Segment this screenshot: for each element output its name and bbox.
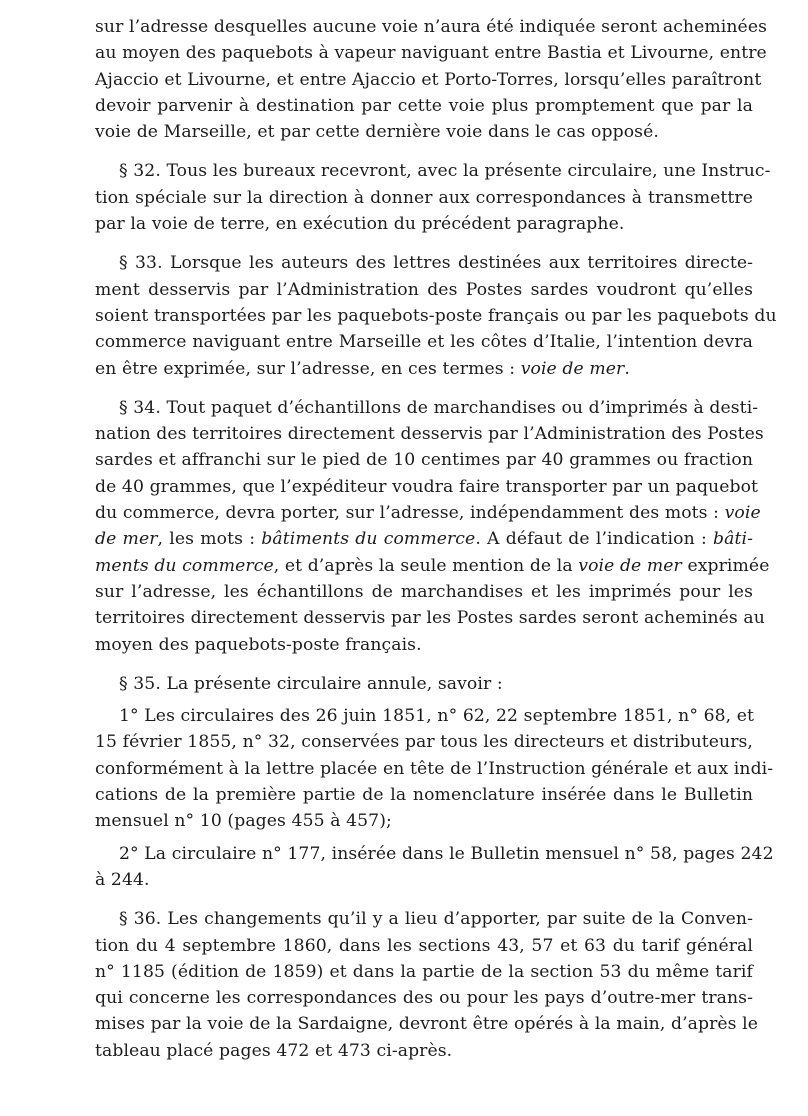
text-line: sur l’adresse, les échantillons de marchandises et les imprimés pour les: [95, 581, 753, 602]
text-line: § 33. Lorsque les auteurs des lettres destinées aux territoires directe-: [119, 253, 753, 274]
text-line: n° 1185 (édition de 1859) et dans la partie de la section 53 du même tarif: [95, 961, 753, 982]
paragraph-item-1: [95, 703, 774, 834]
paragraph-item-2: [95, 841, 774, 894]
text-line: qui concerne les correspondances des ou pour les pays d’outre-mer trans-: [95, 988, 753, 1009]
text-line: soient transportées par les paquebots-poste français ou par les paquebots du: [95, 305, 777, 326]
text-line: sardes et affranchi sur le pied de 10 centimes par 40 grammes ou fraction: [95, 450, 753, 471]
paragraph-section-33: [95, 250, 777, 381]
text-line: ment desservis par l’Administration des Postes sardes voudront qu’elles: [95, 279, 753, 300]
italic-run: bâti-: [713, 529, 753, 550]
text-line: [95, 553, 770, 579]
text-run: .: [624, 358, 630, 379]
text-line: conformément à la lettre placée en tête de l’Instruction générale et aux indi-: [95, 758, 774, 779]
text-run: exprimée: [681, 555, 770, 576]
italic-run: voie: [724, 503, 761, 524]
text-line: à 244.: [95, 869, 150, 890]
text-line: tableau placé pages 472 et 473 ci-après.: [95, 1040, 453, 1061]
text-line: mensuel n° 10 (pages 455 à 457);: [95, 811, 392, 832]
text-run: du commerce, devra porter, sur l’adresse, indépendamment des mots :: [95, 503, 725, 524]
text-line: § 32. Tous les bureaux recevront, avec la présente circulaire, une Instruc-: [119, 161, 771, 182]
paragraph-section-36: [95, 906, 759, 1064]
paragraph-continuation: [95, 14, 768, 145]
italic-run: voie de mer: [520, 358, 625, 379]
text-line: de 40 grammes, que l’expéditeur voudra faire transporter par un paquebot: [95, 476, 759, 497]
text-line: [95, 356, 753, 382]
text-line: devoir parvenir à destination par cette voie plus promptement que par la: [95, 95, 753, 116]
document-page: [95, 14, 777, 1064]
text-line: nation des territoires directement desservis par l’Administration des Postes: [95, 424, 764, 445]
italic-run: bâtiments du commerce: [261, 529, 476, 550]
italic-run: ments du commerce: [95, 555, 274, 576]
text-line: 1° Les circulaires des 26 juin 1851, n° 62, 22 septembre 1851, n° 68, et: [119, 706, 755, 727]
italic-run: voie de mer: [578, 555, 682, 576]
text-line: § 36. Les changements qu’il y a lieu d’apporter, par suite de la Conven-: [119, 909, 753, 930]
text-run: , et d’après la seule mention de la: [273, 555, 579, 576]
text-line: tion du 4 septembre 1860, dans les sections 43, 57 et 63 du tarif général: [95, 935, 753, 956]
text-line: mises par la voie de la Sardaigne, devront être opérés à la main, d’après le: [95, 1014, 759, 1035]
text-line: Ajaccio et Livourne, et entre Ajaccio et Porto-Torres, lorsqu’elles paraîtront: [95, 69, 762, 90]
text-line: par la voie de terre, en exécution du précédent paragraphe.: [95, 214, 625, 235]
paragraph-section-35: [95, 671, 753, 697]
text-line: tion spéciale sur la direction à donner aux correspondances à transmettre: [95, 187, 753, 208]
text-line: § 34. Tout paquet d’échantillons de marchandises ou d’imprimés à desti-: [119, 397, 759, 418]
paragraph-section-32: [95, 158, 771, 237]
text-line: voie de Marseille, et par cette dernière voie dans le cas opposé.: [95, 122, 659, 143]
text-line: sur l’adresse desquelles aucune voie n’aura été indiquée seront acheminées: [95, 17, 768, 37]
text-line: [95, 500, 761, 526]
paragraph-section-34: [95, 395, 770, 658]
italic-run: de mer: [95, 529, 158, 550]
text-run: en être exprimée, sur l’adresse, en ces termes :: [95, 358, 521, 379]
text-line: au moyen des paquebots à vapeur naviguant entre Bastia et Livourne, entre: [95, 43, 767, 64]
text-line: moyen des paquebots-poste français.: [95, 634, 422, 655]
text-line: territoires directement desservis par les Postes sardes seront acheminés au: [95, 608, 765, 629]
text-line: 15 février 1855, n° 32, conservées par tous les directeurs et distributeurs,: [95, 732, 753, 753]
text-line: [95, 526, 753, 552]
text-line: cations de la première partie de la nomenclature insérée dans le Bulletin: [95, 785, 753, 806]
text-run: , les mots :: [157, 529, 262, 550]
text-line: commerce naviguant entre Marseille et les côtes d’Italie, l’intention devra: [95, 332, 753, 353]
text-run: . A défaut de l’indication :: [475, 529, 714, 550]
text-line: 2° La circulaire n° 177, insérée dans le Bulletin mensuel n° 58, pages 242: [119, 843, 774, 864]
text-line: § 35. La présente circulaire annule, savoir :: [119, 673, 503, 694]
